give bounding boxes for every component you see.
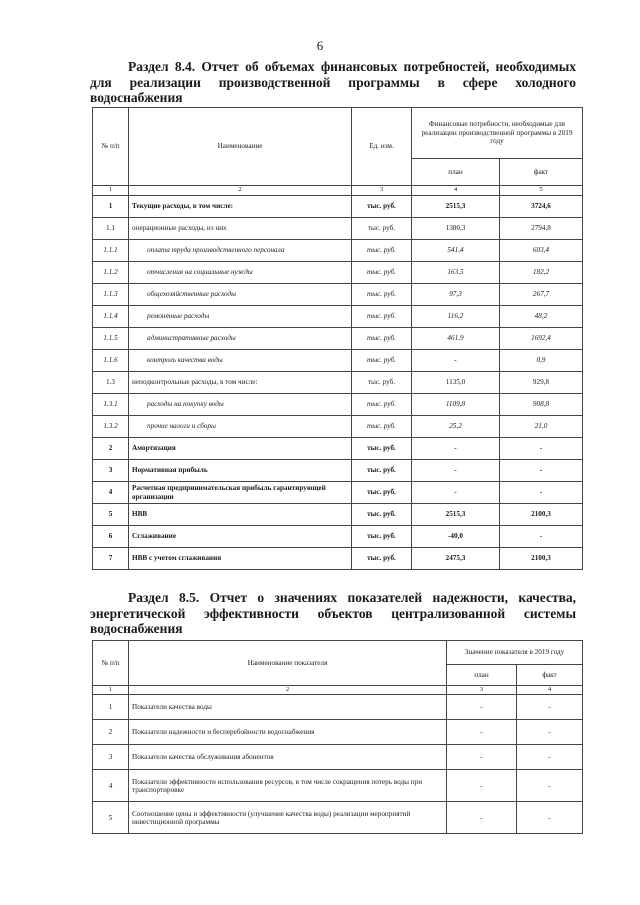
row-fact: 929,8 — [500, 372, 583, 394]
table-row — [93, 720, 583, 745]
row-unit: тыс. руб. — [352, 394, 412, 416]
row-plan: - — [412, 482, 500, 504]
row-name: общехозяйственные расходы — [129, 284, 352, 306]
row-unit: тыс. руб. — [352, 306, 412, 328]
column-number: 1 — [93, 686, 129, 695]
row-name: Показатели качества обслуживания абонентов — [129, 745, 447, 770]
row-unit: тыс. руб. — [352, 350, 412, 372]
row-unit: тыс. руб. — [352, 438, 412, 460]
row-name: Показатели надежности и бесперебойности водоснабжения — [129, 720, 447, 745]
row-name: Нормативная прибыль — [129, 460, 352, 482]
table-row — [93, 372, 583, 394]
table-row — [93, 802, 583, 834]
row-name: Показатели эффективности использования ресурсов, в том числе сокращения потерь воды при транспортировке — [129, 770, 447, 802]
table-row — [93, 526, 583, 548]
row-fact: 182,2 — [500, 262, 583, 284]
table-row — [93, 240, 583, 262]
row-name: НВВ — [129, 504, 352, 526]
row-plan: 1109,8 — [412, 394, 500, 416]
col-header-fin-needs: Финансовые потребности, необходимые для реализации производственной программы в 2019 году — [412, 108, 583, 159]
row-number: 1.3 — [93, 372, 129, 394]
table-row — [93, 770, 583, 802]
row-plan: - — [447, 802, 517, 834]
row-fact: 267,7 — [500, 284, 583, 306]
row-name: контроль качества воды — [129, 350, 352, 372]
row-fact: - — [517, 695, 583, 720]
column-number: 5 — [500, 186, 583, 196]
row-fact: 48,2 — [500, 306, 583, 328]
row-name: Сглаживание — [129, 526, 352, 548]
row-plan: - — [412, 438, 500, 460]
financial-needs-table — [92, 107, 583, 570]
row-plan: 2515,3 — [412, 196, 500, 218]
row-number: 4 — [93, 482, 129, 504]
column-number: 2 — [129, 686, 447, 695]
row-number: 1 — [93, 695, 129, 720]
row-fact: 21,0 — [500, 416, 583, 438]
table-row — [93, 695, 583, 720]
table-row — [93, 504, 583, 526]
row-plan: 2475,3 — [412, 548, 500, 570]
row-unit: тыс. руб. — [352, 482, 412, 504]
row-plan: 163,5 — [412, 262, 500, 284]
row-fact: 603,4 — [500, 240, 583, 262]
row-name: административные расходы — [129, 328, 352, 350]
row-number: 3 — [93, 460, 129, 482]
row-name: ремонтные расходы — [129, 306, 352, 328]
column-number: 3 — [352, 186, 412, 196]
row-unit: тыс. руб. — [352, 328, 412, 350]
row-name: Амортизация — [129, 438, 352, 460]
row-unit: тыс. руб. — [352, 262, 412, 284]
col-header-unit: Ед. изм. — [352, 108, 412, 186]
col-header-fact: факт — [500, 159, 583, 186]
row-name: НВВ с учетом сглаживания — [129, 548, 352, 570]
row-plan: - — [412, 460, 500, 482]
column-number: 4 — [517, 686, 583, 695]
row-fact: 908,8 — [500, 394, 583, 416]
row-unit: тыс. руб. — [352, 240, 412, 262]
row-unit: тыс. руб. — [352, 372, 412, 394]
row-fact: - — [517, 770, 583, 802]
row-fact: 2100,3 — [500, 548, 583, 570]
row-fact: - — [500, 460, 583, 482]
row-number: 3 — [93, 745, 129, 770]
row-fact: 2794,8 — [500, 218, 583, 240]
row-fact: - — [500, 438, 583, 460]
row-unit: тыс. руб. — [352, 284, 412, 306]
row-unit: тыс. руб. — [352, 460, 412, 482]
column-number: 3 — [447, 686, 517, 695]
table-row — [93, 328, 583, 350]
row-plan: - — [447, 695, 517, 720]
row-unit: тыс. руб. — [352, 416, 412, 438]
row-fact: 1692,4 — [500, 328, 583, 350]
row-number: 1.1.3 — [93, 284, 129, 306]
row-name: Текущие расходы, в том числе: — [129, 196, 352, 218]
column-numbers-row — [93, 186, 583, 196]
row-number: 1.3.1 — [93, 394, 129, 416]
row-number: 1.1.6 — [93, 350, 129, 372]
section-8-4-title-text: Раздел 8.4. Отчет об объемах финансовых потребностей, необходимых для реализации производственной программы в сфере холодного водоснабжения — [90, 59, 576, 105]
table-row — [93, 548, 583, 570]
row-unit: тыс. руб. — [352, 504, 412, 526]
row-unit: тыс. руб. — [352, 196, 412, 218]
col-header-num: № п/п — [93, 641, 129, 686]
section-8-4-title — [90, 59, 576, 106]
row-number: 1.1 — [93, 218, 129, 240]
row-number: 6 — [93, 526, 129, 548]
row-name: неподконтрольные расходы, в том числе: — [129, 372, 352, 394]
table-row — [93, 745, 583, 770]
row-plan: - — [447, 745, 517, 770]
row-plan: 1380,3 — [412, 218, 500, 240]
row-fact: - — [517, 745, 583, 770]
row-unit: тыс. руб. — [352, 526, 412, 548]
row-number: 5 — [93, 504, 129, 526]
column-numbers-row — [93, 686, 583, 695]
row-unit: тыс. руб. — [352, 548, 412, 570]
row-name: прочие налоги и сборы — [129, 416, 352, 438]
row-number: 1.1.1 — [93, 240, 129, 262]
row-plan: - — [447, 720, 517, 745]
row-number: 7 — [93, 548, 129, 570]
col-header-fact: факт — [517, 665, 583, 686]
row-name: Расчетная предпринимательская прибыль гарантирующей организации — [129, 482, 352, 504]
table-row — [93, 460, 583, 482]
row-name: Соотношение цены и эффективности (улучшение качества воды) реализации мероприятий инвестиционной программы — [129, 802, 447, 834]
row-name: Показатели качества воды — [129, 695, 447, 720]
col-header-plan: план — [412, 159, 500, 186]
page-number: 6 — [316, 38, 324, 53]
row-plan: -40,0 — [412, 526, 500, 548]
table-row — [93, 218, 583, 240]
row-fact: 0,9 — [500, 350, 583, 372]
indicators-table — [92, 640, 583, 834]
row-plan: 1135,0 — [412, 372, 500, 394]
row-fact: - — [517, 802, 583, 834]
table-row — [93, 284, 583, 306]
row-fact: 2100,3 — [500, 504, 583, 526]
row-number: 2 — [93, 438, 129, 460]
row-number: 4 — [93, 770, 129, 802]
row-name: операционные расходы, из них — [129, 218, 352, 240]
row-plan: - — [412, 350, 500, 372]
row-plan: - — [447, 770, 517, 802]
col-header-name: Наименование — [129, 108, 352, 186]
table-row — [93, 416, 583, 438]
row-number: 1.1.4 — [93, 306, 129, 328]
row-name: оплата труда производственного персонала — [129, 240, 352, 262]
column-number: 1 — [93, 186, 129, 196]
col-header-num: № п/п — [93, 108, 129, 186]
table-row — [93, 394, 583, 416]
column-number: 2 — [129, 186, 352, 196]
table-row — [93, 306, 583, 328]
row-plan: 461,9 — [412, 328, 500, 350]
row-fact: 3724,6 — [500, 196, 583, 218]
section-8-5-title — [90, 590, 576, 637]
col-header-value: Значение показателя в 2019 году — [447, 641, 583, 665]
row-name: отчисления на социальные нужды — [129, 262, 352, 284]
row-name: расходы на покупку воды — [129, 394, 352, 416]
row-number: 2 — [93, 720, 129, 745]
row-plan: 116,2 — [412, 306, 500, 328]
row-plan: 541,4 — [412, 240, 500, 262]
row-plan: 2515,3 — [412, 504, 500, 526]
row-unit: тыс. руб. — [352, 218, 412, 240]
section-8-5-title-text: Раздел 8.5. Отчет о значениях показателей надежности, качества, энергетической эффективности объектов централизованной системы водоснабжения — [90, 590, 576, 636]
table-row — [93, 482, 583, 504]
row-number: 1.3.2 — [93, 416, 129, 438]
col-header-name: Наименование показателя — [129, 641, 447, 686]
row-number: 5 — [93, 802, 129, 834]
col-header-plan: план — [447, 665, 517, 686]
column-number: 4 — [412, 186, 500, 196]
row-fact: - — [500, 482, 583, 504]
table-row — [93, 350, 583, 372]
row-number: 1.1.2 — [93, 262, 129, 284]
table-row — [93, 262, 583, 284]
row-fact: - — [500, 526, 583, 548]
row-fact: - — [517, 720, 583, 745]
table-row — [93, 196, 583, 218]
row-number: 1.1.5 — [93, 328, 129, 350]
row-plan: 25,2 — [412, 416, 500, 438]
row-number: 1 — [93, 196, 129, 218]
row-plan: 97,3 — [412, 284, 500, 306]
table-row — [93, 438, 583, 460]
